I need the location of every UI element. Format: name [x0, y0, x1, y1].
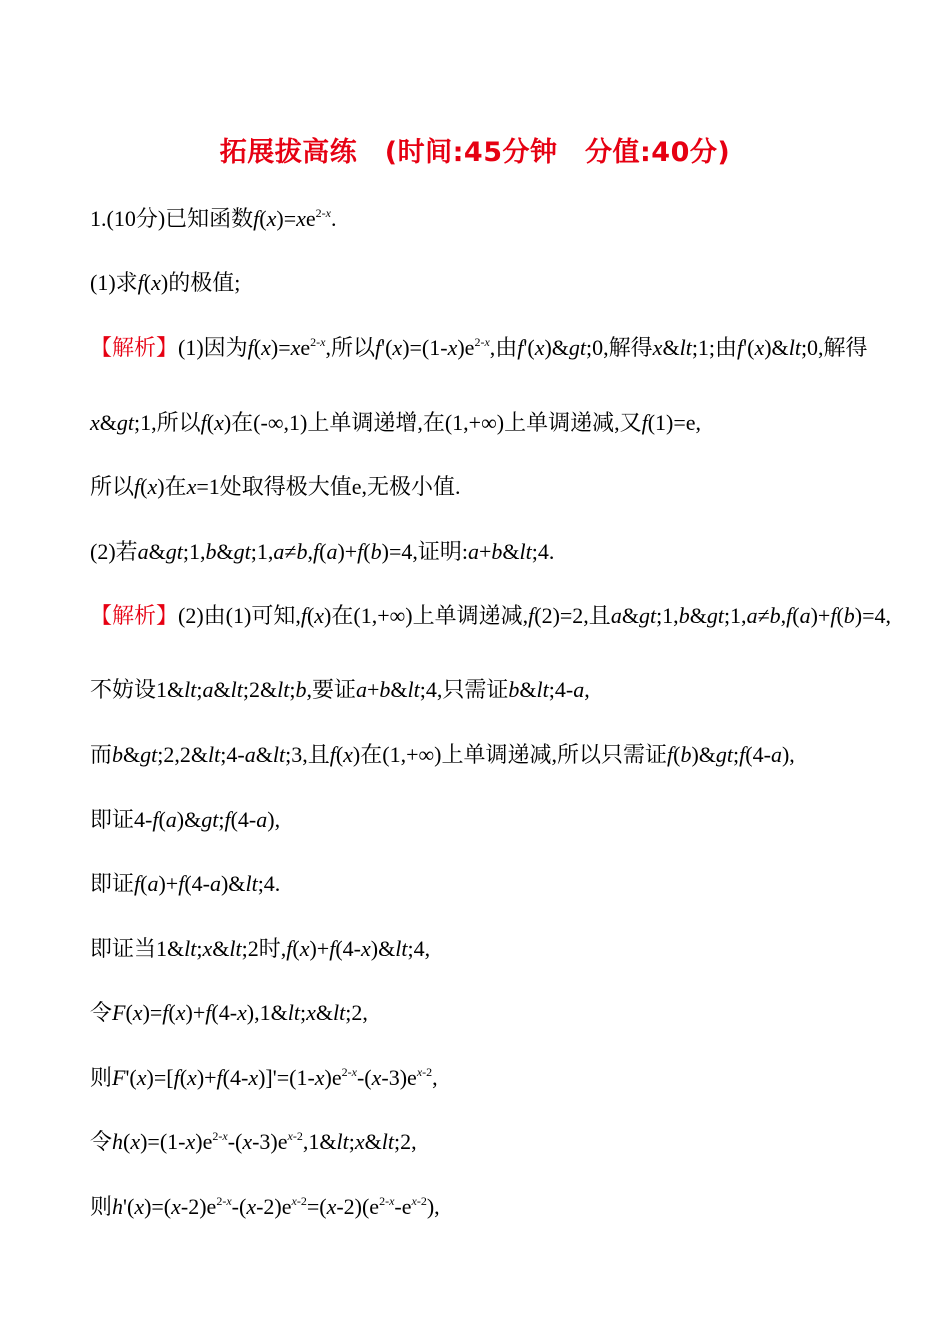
text-line: (1)求f(x)的极值; [90, 270, 241, 295]
text-line: 【解析】(1)因为$f(x)=xe^{2-x}$,所以$f'(x)=(1-x)e^{2-x}$,由f'(x)&gt;0,解得x&lt;1;由f'(x)&lt;0,解得 [90, 335, 868, 360]
text-line: 则$h'(x)=(x-2)e^{2-x}-(x-2)e^{x-2}=(x-2)(e^{2-x}-e^{x-2})$, [90, 1194, 440, 1219]
text-line: 1.(10分)已知函数$f(x)=xe^{2-x}$. [90, 206, 337, 231]
text-line: 即证4-f(a)&gt;f(4-a), [90, 807, 281, 832]
text-line: 则$F'(x)=[f(x)+f(4-x)]'=(1-x)e^{2-x}-(x-3)e^{x-2}$, [90, 1065, 438, 1090]
page-title: 拓展拔高练 (时间:45分钟 分值:40分) [219, 137, 731, 168]
text-line: (2)若a&gt;1,b&gt;1,a≠b,f(a)+f(b)=4,证明:a+b&lt;4. [90, 539, 555, 564]
text-line: 而b&gt;2,2&lt;4-a&lt;3,且f(x)在(1,+∞)上单调递减,所以只需证f(b)&gt;f(4-a), [90, 742, 795, 767]
text-line: x&gt;1,所以f(x)在(-∞,1)上单调递增,在(1,+∞)上单调递减,又f(1)=e, [90, 410, 702, 435]
text-line: 即证f(a)+f(4-a)&lt;4. [90, 871, 281, 896]
text-line: 不妨设1&lt;a&lt;2&lt;b,要证a+b&lt;4,只需证b&lt;4-a, [90, 677, 590, 702]
analysis-tag: 【解析】 [90, 335, 179, 360]
text-line: 即证当1&lt;x&lt;2时,f(x)+f(4-x)&lt;4, [90, 936, 431, 961]
text-line: 令F(x)=f(x)+f(4-x),1&lt;x&lt;2, [90, 1000, 368, 1025]
analysis-tag: 【解析】 [90, 603, 179, 628]
text-line: 【解析】(2)由(1)可知,f(x)在(1,+∞)上单调递减,f(2)=2,且a&gt;1,b&gt;1,a≠b,f(a)+f(b)=4, [90, 603, 892, 628]
text-line: 所以f(x)在x=1处取得极大值e,无极小值. [90, 474, 461, 499]
text-line: 令$h(x)=(1-x)e^{2-x}-(x-3)e^{x-2},1\&lt;x\&lt;2$, [90, 1129, 417, 1154]
